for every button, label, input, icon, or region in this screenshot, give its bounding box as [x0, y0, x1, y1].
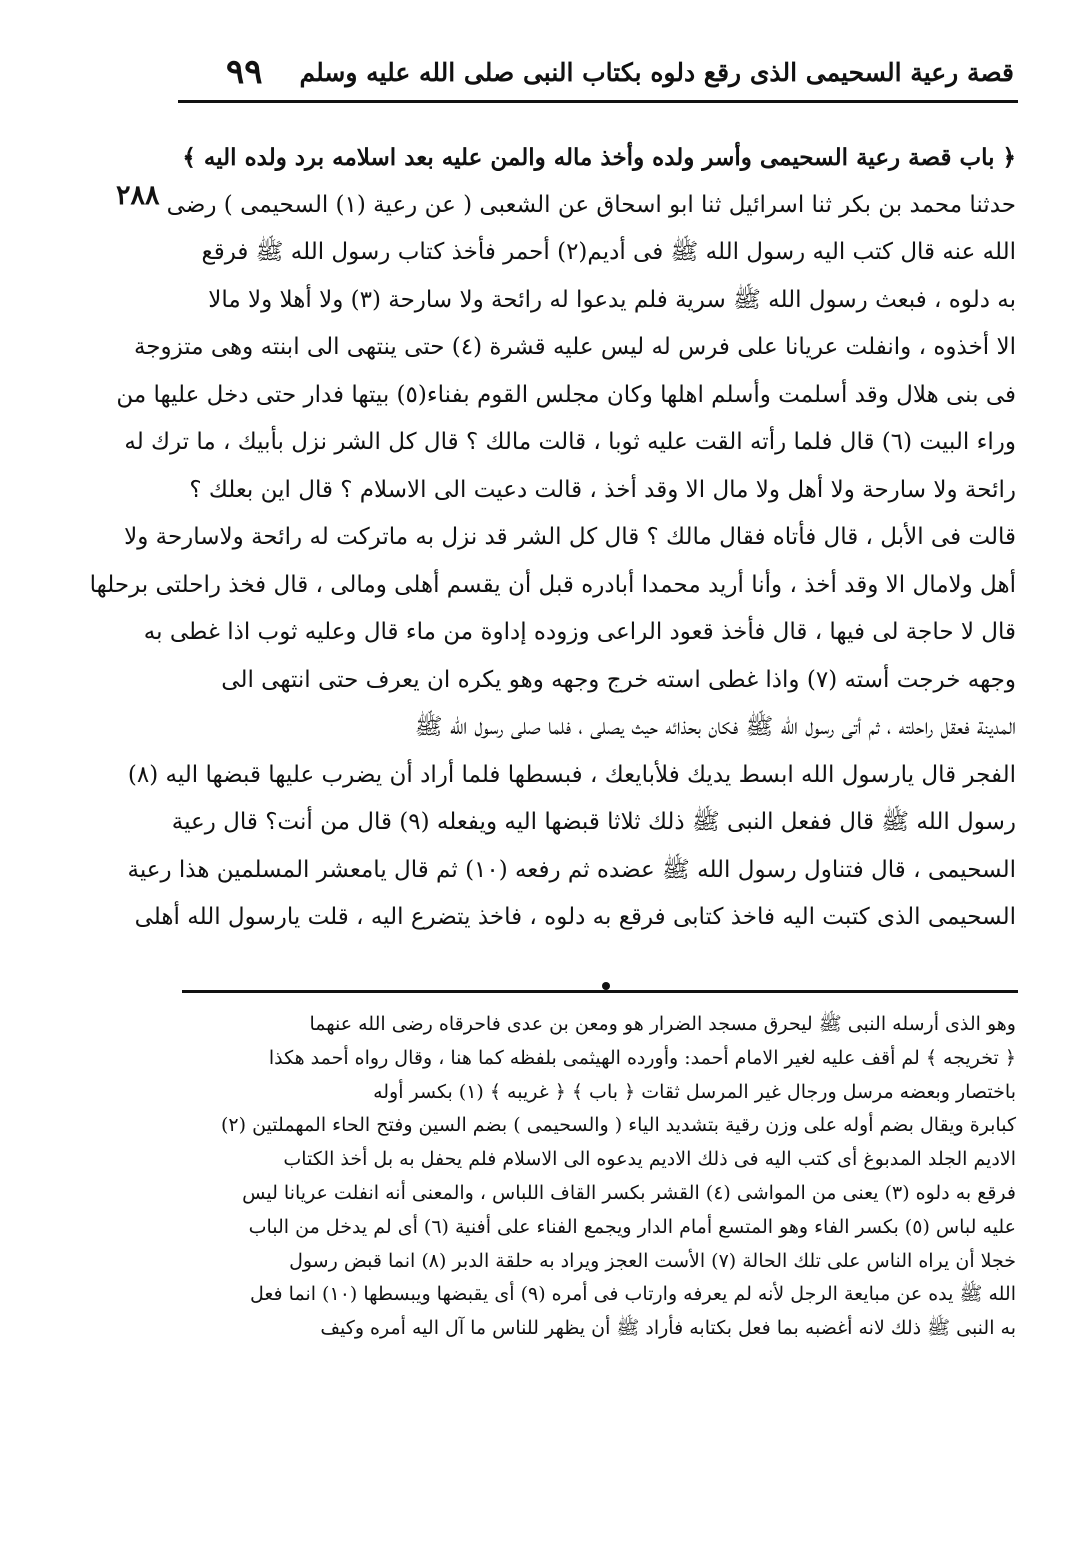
- chapter-heading: ﴿ باب قصة رعية السحيمى وأسر ولده وأخذ ماله والمن عليه بعد اسلامه برد ولده اليه ﴾: [182, 144, 1016, 171]
- text-line: وجهه خرجت أسته (٧) واذا غطى استه خرج وجهه وهو يكره ان يعرف حتى انتهى الى: [221, 666, 1016, 693]
- text-line: الله عنه قال كتب اليه رسول الله ﷺ فى أديم(٢) أحمر فأخذ كتاب رسول الله ﷺ فرقع: [201, 239, 1016, 265]
- rule-marker: [602, 982, 610, 990]
- text-line: به دلوه ، فبعث رسول الله ﷺ سرية فلم يدعوا له رائحة ولا سارحة (٣) ولا أهلا ولا مالا: [208, 286, 1016, 313]
- text-line: السحيمى الذى كتبت اليه فاخذ كتابى فرقع به دلوه ، فاخذ يتضرع اليه ، قلت يارسول الله أهلى: [134, 904, 1016, 930]
- text-line: المدينة فعقل راحلته ، ثم أتى رسول الله ﷺ فكان بحذائه حيث يصلى ، فلما صلى رسول الله ﷺ: [414, 714, 1016, 740]
- footnote-line: الاديم الجلد المدبوغ أى كتب اليه فى ذلك الاديم يدعوه الى الاسلام فلم يحفل به بل أخذ الكتاب: [283, 1148, 1016, 1171]
- footnote-line: كبابرة ويقال بضم أوله على وزن رقية بتشديد الياء ( والسحيمى ) بضم السين وفتح الحاء المهملتين (٢): [221, 1114, 1016, 1137]
- header-title: قصة رعية السحيمى الذى رقع دلوه بكتاب النبى صلى الله عليه وسلم: [299, 58, 1014, 87]
- footnote-line: به النبى ﷺ ذلك لانه أغضبه بما فعل بكتابه فأراد ﷺ أن يظهر للناس ما آل اليه أمره وكيف: [320, 1317, 1016, 1340]
- text-line: الفجر قال يارسول الله ابسط يديك فلأبايعك ، فبسطها فلما أراد أن يضرب عليها قبضها اليه (٨): [127, 761, 1016, 788]
- text-line: رائحة ولا سارحة ولا أهل ولا مال الا وقد أخذ ، قالت دعيت الى الاسلام ؟ قال اين بعلك ؟: [189, 476, 1016, 503]
- footnote-line: الله ﷺ يده عن مبايعة الرجل لأنه لم يعرفه وارتاب فى أمره (٩) أى يقبضها ويبسطها (١٠) انما فعل: [250, 1283, 1016, 1306]
- header-rule: [178, 100, 1018, 103]
- running-header: [178, 52, 1018, 96]
- footnote-line: عليه لباس (٥) بكسر الفاء وهو المتسع أمام الدار ويجمع الفناء على أفنية (٦) أى لم يدخل من الباب: [248, 1215, 1016, 1238]
- text-line: حدثنا محمد بن بكر ثنا اسرائيل ثنا ابو اسحاق عن الشعبى ( عن رعية (١) السحيمى ) رضى: [166, 191, 1016, 218]
- text-line: فى بنى هلال وقد أسلمت وأسلم اهلها وكان مجلس القوم بفناء(٥) بيتها فدار حتى دخل عليها من: [116, 381, 1016, 408]
- text-line: قال لا حاجة لى فيها ، قال فأخذ قعود الراعى وزوده إداوة من ماء قال وعليه ثوب اذا غطى به: [143, 619, 1016, 645]
- footnote-line: فرقع به دلوه (٣) يعنى من المواشى (٤) القشر بكسر القاف اللباس ، والمعنى أنه انفلت عريانا ليس: [242, 1181, 1016, 1204]
- hadith-number: ٢٨٨: [116, 180, 160, 211]
- text-line: أهل ولامال الا وقد أخذ ، وأنا أريد محمدا أبادره قبل أن يقسم أهلى ومالى ، قال فخذ راحلتى برحلها: [89, 571, 1016, 598]
- footnote-line: باختصار وبعضه مرسل ورجال غير المرسل ثقات ﴿ باب ﴾ ﴿ غريبه ﴾ (١) بكسر أوله: [373, 1080, 1016, 1103]
- text-line: قالت فى الأبل ، قال فأتاه فقال مالك ؟ قال كل الشر قد نزل به ماتركت له رائحة ولاسارحة ولا: [124, 524, 1016, 550]
- footnote-rule: [182, 990, 1018, 993]
- footnotes: [186, 1008, 1016, 1346]
- footnote-line: ﴿ تخريجه ﴾ لم أقف عليه لغير الامام أحمد: وأورده الهيثمى بلفظه كما هنا ، وقال رواه أحمد هكذا: [268, 1046, 1016, 1069]
- footnote-line: خجلا أن يراه الناس على تلك الحالة (٧) الأست العجز ويراد به حلقة الدبر (٨) انما قبض رسول: [289, 1249, 1016, 1272]
- text-line: الا أخذوه ، وانفلت عريانا على فرس له ليس عليه قشرة (٤) حتى ينتهى الى ابنته وهى متزوجة: [133, 334, 1016, 360]
- footnote-line: وهو الذى أرسله النبى ﷺ ليحرق مسجد الضرار هو ومعن بن عدى فاحرقاه رضى الله عنهما: [309, 1013, 1016, 1035]
- text-line: رسول الله ﷺ قال ففعل النبى ﷺ ذلك ثلاثا قبضها اليه ويفعله (٩) قال من أنت؟ قال رعية: [171, 809, 1016, 835]
- text-line: السحيمى ، قال فتناول رسول الله ﷺ عضده ثم رفعه (١٠) ثم قال يامعشر المسلمين هذا رعية: [127, 856, 1016, 883]
- text-line: وراء البيت (٦) قال فلما رأته القت عليه ثوبا ، قالت مالك ؟ قال كل الشر نزل بأبيك ، ما ترك له: [124, 429, 1016, 455]
- page-number: ٩٩: [226, 52, 263, 92]
